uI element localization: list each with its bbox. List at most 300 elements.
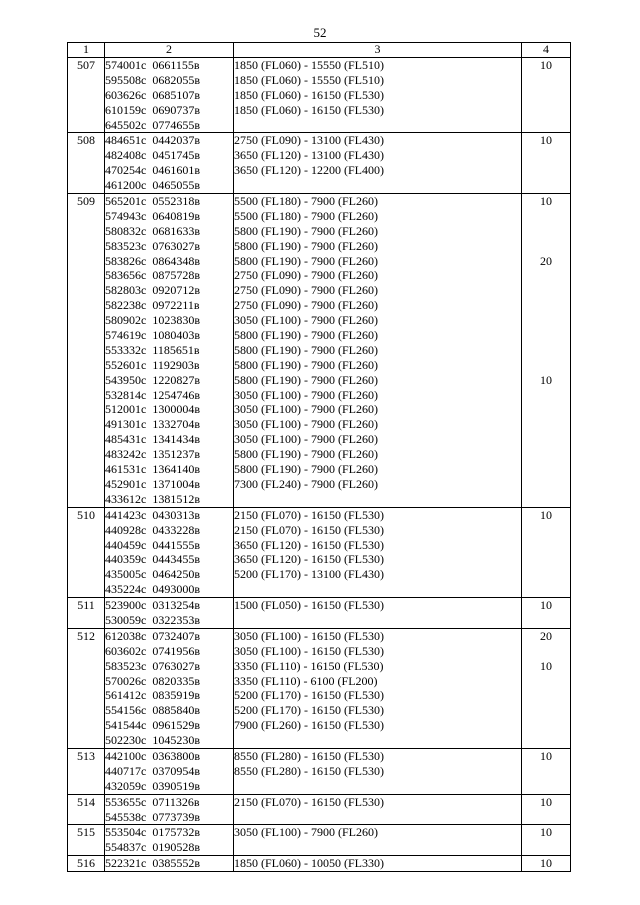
value-text: 10 <box>540 658 552 673</box>
value-text <box>522 73 570 88</box>
coordinates-cell <box>105 507 234 597</box>
value-text: 20 <box>540 253 552 268</box>
segment-number <box>68 58 105 133</box>
value-text <box>522 178 570 193</box>
altitude-range: 1850 (FL060) - 15550 (FL510) <box>234 72 384 87</box>
altitude-range: 7900 (FL260) - 16150 (FL530) <box>234 718 384 733</box>
altitude-range: 5800 (FL190) - 7900 (FL260) <box>234 447 378 462</box>
altitude-range <box>234 582 521 597</box>
segment-number <box>68 598 105 629</box>
segment-number <box>68 748 105 794</box>
value-text: 10 <box>540 748 552 763</box>
altitude-range: 2750 (FL090) - 7900 (FL260) <box>234 283 378 298</box>
longitude-value: 0763027в <box>152 238 200 253</box>
altitude-range: 1850 (FL060) - 16150 (FL530) <box>234 102 384 117</box>
altitude-range: 2750 (FL090) - 7900 (FL260) <box>234 298 378 313</box>
altitude-range: 8550 (FL280) - 16150 (FL530) <box>234 748 384 763</box>
longitude-value: 0175732в <box>152 825 200 840</box>
latitude-value: 433612с <box>105 491 147 506</box>
value-text <box>522 644 570 659</box>
value-text: 10 <box>540 507 552 522</box>
segment-number-text: 508 <box>77 133 95 148</box>
value-text <box>522 718 570 733</box>
latitude-value: 541544с <box>105 718 147 733</box>
value-cell <box>522 794 571 825</box>
altitude-range: 1850 (FL060) - 16150 (FL530) <box>234 87 384 102</box>
value-text <box>522 492 570 507</box>
altitude-range: 2150 (FL070) - 16150 (FL530) <box>234 794 384 809</box>
value-text <box>522 224 570 239</box>
altitude-range: 5800 (FL190) - 7900 (FL260) <box>234 253 378 268</box>
value-text: 10 <box>540 58 552 72</box>
longitude-value: 1364140в <box>152 462 200 477</box>
latitude-value: 482408с <box>105 148 147 163</box>
value-text <box>522 523 570 538</box>
segment-number <box>68 194 105 508</box>
altitude-range <box>234 810 521 825</box>
altitude-range-cell <box>234 748 522 794</box>
altitude-range: 1850 (FL060) - 10050 (FL330) <box>234 856 384 871</box>
altitude-range: 2150 (FL070) - 16150 (FL530) <box>234 522 384 537</box>
coordinate-line <box>105 538 233 553</box>
coordinate-line <box>105 523 233 538</box>
longitude-value: 0690737в <box>152 102 200 117</box>
altitude-range-cell <box>234 133 522 194</box>
segment-number <box>68 628 105 748</box>
value-text <box>522 462 570 477</box>
segment-number-text: 510 <box>77 507 95 522</box>
altitude-range <box>234 613 521 628</box>
coordinate-line <box>105 373 233 388</box>
coordinate-line <box>105 659 233 674</box>
value-text: 20 <box>540 628 552 643</box>
coordinate-line <box>105 118 233 133</box>
longitude-value: 0685107в <box>152 87 200 102</box>
longitude-value: 0370954в <box>152 763 200 778</box>
value-cell <box>522 856 571 872</box>
longitude-value: 0711326в <box>152 794 200 809</box>
longitude-value: 0732407в <box>152 628 200 643</box>
longitude-value: 0741956в <box>152 643 200 658</box>
latitude-value: 461200с <box>105 178 147 193</box>
table-row <box>68 748 571 794</box>
value-text <box>522 733 570 748</box>
latitude-value: 580832с <box>105 223 147 238</box>
latitude-value: 603626с <box>105 87 147 102</box>
coordinates-cell <box>105 825 234 856</box>
segment-number-text: 509 <box>77 194 95 209</box>
longitude-value: 1023830в <box>152 313 200 328</box>
longitude-value: 0441555в <box>152 537 200 552</box>
altitude-range: 5200 (FL170) - 13100 (FL430) <box>234 567 384 582</box>
longitude-value: 0451745в <box>152 148 200 163</box>
altitude-range-cell <box>234 856 522 872</box>
longitude-value: 0773739в <box>152 809 200 824</box>
value-cell <box>522 507 571 597</box>
coordinate-line <box>105 58 233 73</box>
column-header-3: 3 <box>234 43 522 58</box>
longitude-value: 1371004в <box>152 476 200 491</box>
table-row <box>68 628 571 748</box>
value-text <box>522 298 570 313</box>
coordinate-line <box>105 598 233 613</box>
coordinate-line <box>105 644 233 659</box>
altitude-range: 3050 (FL100) - 7900 (FL260) <box>234 417 378 432</box>
altitude-range-cell <box>234 628 522 748</box>
latitude-value: 645502с <box>105 117 147 132</box>
longitude-value: 0443455в <box>152 552 200 567</box>
longitude-value: 1341434в <box>152 432 200 447</box>
altitude-range <box>234 840 521 855</box>
value-text <box>522 283 570 298</box>
altitude-range: 2150 (FL070) - 16150 (FL530) <box>234 507 384 522</box>
latitude-value: 582803с <box>105 283 147 298</box>
route-table <box>67 42 571 872</box>
coordinate-line <box>105 268 233 283</box>
coordinates-cell <box>105 194 234 508</box>
altitude-range: 2750 (FL090) - 7900 (FL260) <box>234 268 378 283</box>
latitude-value: 565201с <box>105 194 147 209</box>
coordinate-line <box>105 718 233 733</box>
latitude-value: 435005с <box>105 567 147 582</box>
latitude-value: 440459с <box>105 537 147 552</box>
latitude-value: 561412с <box>105 688 147 703</box>
segment-number <box>68 133 105 194</box>
altitude-range: 3650 (FL120) - 16150 (FL530) <box>234 552 384 567</box>
coordinate-line <box>105 358 233 373</box>
latitude-value: 461531с <box>105 462 147 477</box>
latitude-value: 553655с <box>105 794 147 809</box>
longitude-value: 0390519в <box>152 778 200 793</box>
altitude-range: 5800 (FL190) - 7900 (FL260) <box>234 238 378 253</box>
coordinate-line <box>105 779 233 794</box>
coordinates-cell <box>105 58 234 133</box>
latitude-value: 552601с <box>105 357 147 372</box>
altitude-range: 5500 (FL180) - 7900 (FL260) <box>234 194 378 209</box>
altitude-range: 5800 (FL190) - 7900 (FL260) <box>234 223 378 238</box>
value-text: 10 <box>540 194 552 209</box>
longitude-value: 1220827в <box>152 372 200 387</box>
longitude-value: 0681633в <box>152 223 200 238</box>
latitude-value: 545538с <box>105 809 147 824</box>
longitude-value: 1254746в <box>152 387 200 402</box>
value-text <box>522 840 570 855</box>
table-row <box>68 856 571 872</box>
altitude-range-cell <box>234 194 522 508</box>
altitude-range: 5200 (FL170) - 16150 (FL530) <box>234 688 384 703</box>
coordinate-line <box>105 674 233 689</box>
latitude-value: 583826с <box>105 253 147 268</box>
latitude-value: 442100с <box>105 748 147 763</box>
altitude-range <box>234 733 521 748</box>
latitude-value: 574619с <box>105 328 147 343</box>
segment-number <box>68 825 105 856</box>
value-text <box>522 103 570 118</box>
value-text <box>522 88 570 103</box>
coordinate-line <box>105 432 233 447</box>
value-text <box>522 538 570 553</box>
value-text: 10 <box>540 856 552 871</box>
coordinate-line <box>105 688 233 703</box>
table-row <box>68 598 571 629</box>
latitude-value: 491301с <box>105 417 147 432</box>
altitude-range: 3050 (FL100) - 7900 (FL260) <box>234 313 378 328</box>
coordinate-line <box>105 224 233 239</box>
altitude-range: 3050 (FL100) - 7900 (FL260) <box>234 432 378 447</box>
latitude-value: 440928с <box>105 522 147 537</box>
table-row <box>68 194 571 508</box>
value-text <box>522 343 570 358</box>
coordinate-line <box>105 194 233 209</box>
value-text <box>522 313 570 328</box>
coordinate-line <box>105 103 233 118</box>
coordinate-line <box>105 492 233 507</box>
longitude-value: 0552318в <box>152 194 200 209</box>
coordinate-line <box>105 417 233 432</box>
value-text <box>522 163 570 178</box>
value-cell <box>522 628 571 748</box>
latitude-value: 554156с <box>105 703 147 718</box>
coordinate-line <box>105 209 233 224</box>
value-text <box>522 417 570 432</box>
coordinate-line <box>105 298 233 313</box>
altitude-range-cell <box>234 825 522 856</box>
segment-number-text: 511 <box>77 598 95 613</box>
altitude-range <box>234 779 521 794</box>
latitude-value: 554837с <box>105 840 147 855</box>
altitude-range: 3650 (FL120) - 12200 (FL400) <box>234 163 384 178</box>
longitude-value: 0640819в <box>152 208 200 223</box>
coordinate-line <box>105 148 233 163</box>
segment-number <box>68 507 105 597</box>
coordinate-line <box>105 343 233 358</box>
longitude-value: 0820335в <box>152 673 200 688</box>
altitude-range-cell <box>234 507 522 597</box>
value-text <box>522 477 570 492</box>
altitude-range: 5800 (FL190) - 7900 (FL260) <box>234 372 378 387</box>
coordinates-cell <box>105 628 234 748</box>
latitude-value: 512001с <box>105 402 147 417</box>
value-text: 10 <box>540 372 552 387</box>
latitude-value: 432059с <box>105 778 147 793</box>
segment-number <box>68 856 105 872</box>
table-row <box>68 133 571 194</box>
value-text <box>522 810 570 825</box>
latitude-value: 452901с <box>105 476 147 491</box>
value-text <box>522 118 570 133</box>
coordinate-line <box>105 283 233 298</box>
value-text: 10 <box>540 794 552 809</box>
value-text <box>522 567 570 582</box>
latitude-value: 574943с <box>105 208 147 223</box>
latitude-value: 603602с <box>105 643 147 658</box>
longitude-value: 0493000в <box>152 582 200 597</box>
altitude-range: 3050 (FL100) - 7900 (FL260) <box>234 387 378 402</box>
altitude-range <box>234 178 521 193</box>
coordinate-line <box>105 703 233 718</box>
altitude-range: 7300 (FL240) - 7900 (FL260) <box>234 476 378 491</box>
coordinate-line <box>105 810 233 825</box>
value-text <box>522 552 570 567</box>
longitude-value: 0972211в <box>152 298 200 313</box>
latitude-value: 583523с <box>105 238 147 253</box>
coordinate-line <box>105 567 233 582</box>
coordinate-line <box>105 840 233 855</box>
coordinates-cell <box>105 856 234 872</box>
latitude-value: 553504с <box>105 825 147 840</box>
coordinate-line <box>105 178 233 193</box>
table-row <box>68 58 571 133</box>
coordinates-cell <box>105 133 234 194</box>
value-text <box>522 148 570 163</box>
longitude-value: 0661155в <box>152 58 200 72</box>
altitude-range: 3050 (FL100) - 16150 (FL530) <box>234 643 384 658</box>
value-text <box>522 402 570 417</box>
longitude-value: 0682055в <box>152 72 200 87</box>
latitude-value: 530059с <box>105 612 147 627</box>
latitude-value: 522321с <box>105 856 147 871</box>
coordinate-line <box>105 613 233 628</box>
coordinate-line <box>105 88 233 103</box>
altitude-range: 3350 (FL110) - 6100 (FL200) <box>234 673 378 688</box>
longitude-value: 0465055в <box>152 178 200 193</box>
column-header-4: 4 <box>522 43 571 58</box>
column-header-1: 1 <box>68 43 105 58</box>
latitude-value: 583656с <box>105 268 147 283</box>
altitude-range-cell <box>234 58 522 133</box>
longitude-value: 0363800в <box>152 748 200 763</box>
coordinate-line <box>105 795 233 810</box>
coordinate-line <box>105 462 233 477</box>
longitude-value: 1080403в <box>152 328 200 343</box>
latitude-value: 612038с <box>105 628 147 643</box>
value-cell <box>522 825 571 856</box>
coordinate-line <box>105 388 233 403</box>
altitude-range: 1850 (FL060) - 15550 (FL510) <box>234 58 384 72</box>
coordinate-line <box>105 239 233 254</box>
coordinate-line <box>105 552 233 567</box>
coordinate-line <box>105 733 233 748</box>
altitude-range-cell <box>234 598 522 629</box>
altitude-range: 5200 (FL170) - 16150 (FL530) <box>234 703 384 718</box>
longitude-value: 1351237в <box>152 447 200 462</box>
longitude-value: 0920712в <box>152 283 200 298</box>
latitude-value: 523900с <box>105 598 147 613</box>
longitude-value: 1332704в <box>152 417 200 432</box>
longitude-value: 0313254в <box>152 598 200 613</box>
altitude-range: 5800 (FL190) - 7900 (FL260) <box>234 328 378 343</box>
value-text <box>522 432 570 447</box>
latitude-value: 441423с <box>105 507 147 522</box>
value-text <box>522 209 570 224</box>
latitude-value: 580902с <box>105 313 147 328</box>
value-text <box>522 688 570 703</box>
longitude-value: 1185651в <box>152 342 200 357</box>
altitude-range <box>234 492 521 507</box>
altitude-range: 3050 (FL100) - 16150 (FL530) <box>234 628 384 643</box>
latitude-value: 440359с <box>105 552 147 567</box>
value-cell <box>522 58 571 133</box>
coordinates-cell <box>105 598 234 629</box>
page-number: 52 <box>313 25 327 40</box>
altitude-range: 3350 (FL110) - 16150 (FL530) <box>234 658 384 673</box>
value-cell <box>522 748 571 794</box>
altitude-range: 3650 (FL120) - 13100 (FL430) <box>234 148 384 163</box>
latitude-value: 574001с <box>105 58 147 72</box>
latitude-value: 484651с <box>105 133 147 148</box>
table-header-row <box>68 43 571 58</box>
table-body <box>68 58 571 872</box>
altitude-range: 3650 (FL120) - 16150 (FL530) <box>234 537 384 552</box>
coordinate-line <box>105 313 233 328</box>
altitude-range: 5500 (FL180) - 7900 (FL260) <box>234 208 378 223</box>
longitude-value: 0961529в <box>152 718 200 733</box>
longitude-value: 0385552в <box>152 856 200 871</box>
column-header-2: 2 <box>105 43 234 58</box>
coordinates-cell <box>105 748 234 794</box>
value-text: 10 <box>540 598 552 613</box>
longitude-value: 1300004в <box>152 402 200 417</box>
table-row <box>68 507 571 597</box>
segment-number-text: 515 <box>77 825 95 840</box>
value-text: 10 <box>540 133 552 148</box>
coordinate-line <box>105 163 233 178</box>
latitude-value: 485431с <box>105 432 147 447</box>
segment-number-text: 514 <box>77 794 95 809</box>
longitude-value: 0461601в <box>152 163 200 178</box>
latitude-value: 440717с <box>105 763 147 778</box>
longitude-value: 0464250в <box>152 567 200 582</box>
longitude-value: 1381512в <box>152 491 200 506</box>
latitude-value: 543950с <box>105 372 147 387</box>
coordinate-line <box>105 328 233 343</box>
value-text <box>522 358 570 373</box>
latitude-value: 582238с <box>105 298 147 313</box>
coordinate-line <box>105 764 233 779</box>
value-cell <box>522 194 571 508</box>
longitude-value: 0190528в <box>152 840 200 855</box>
value-text <box>522 779 570 794</box>
longitude-value: 0430313в <box>152 507 200 522</box>
coordinate-line <box>105 749 233 764</box>
latitude-value: 470254с <box>105 163 147 178</box>
longitude-value: 0763027в <box>152 658 200 673</box>
value-text <box>522 582 570 597</box>
value-text <box>522 613 570 628</box>
coordinate-line <box>105 133 233 148</box>
latitude-value: 595508с <box>105 72 147 87</box>
latitude-value: 483242с <box>105 447 147 462</box>
coordinate-line <box>105 447 233 462</box>
latitude-value: 502230с <box>105 733 147 748</box>
latitude-value: 553332с <box>105 342 147 357</box>
altitude-range: 1500 (FL050) - 16150 (FL530) <box>234 598 384 613</box>
altitude-range-cell <box>234 794 522 825</box>
segment-number-text: 516 <box>77 856 95 871</box>
value-text <box>522 703 570 718</box>
value-text <box>522 328 570 343</box>
coordinate-line <box>105 508 233 523</box>
latitude-value: 532814с <box>105 387 147 402</box>
table-row <box>68 825 571 856</box>
value-text: 10 <box>540 825 552 840</box>
value-cell <box>522 598 571 629</box>
longitude-value: 0442037в <box>152 133 200 148</box>
value-text <box>522 239 570 254</box>
altitude-range: 8550 (FL280) - 16150 (FL530) <box>234 763 384 778</box>
table-row <box>68 794 571 825</box>
coordinate-line <box>105 73 233 88</box>
